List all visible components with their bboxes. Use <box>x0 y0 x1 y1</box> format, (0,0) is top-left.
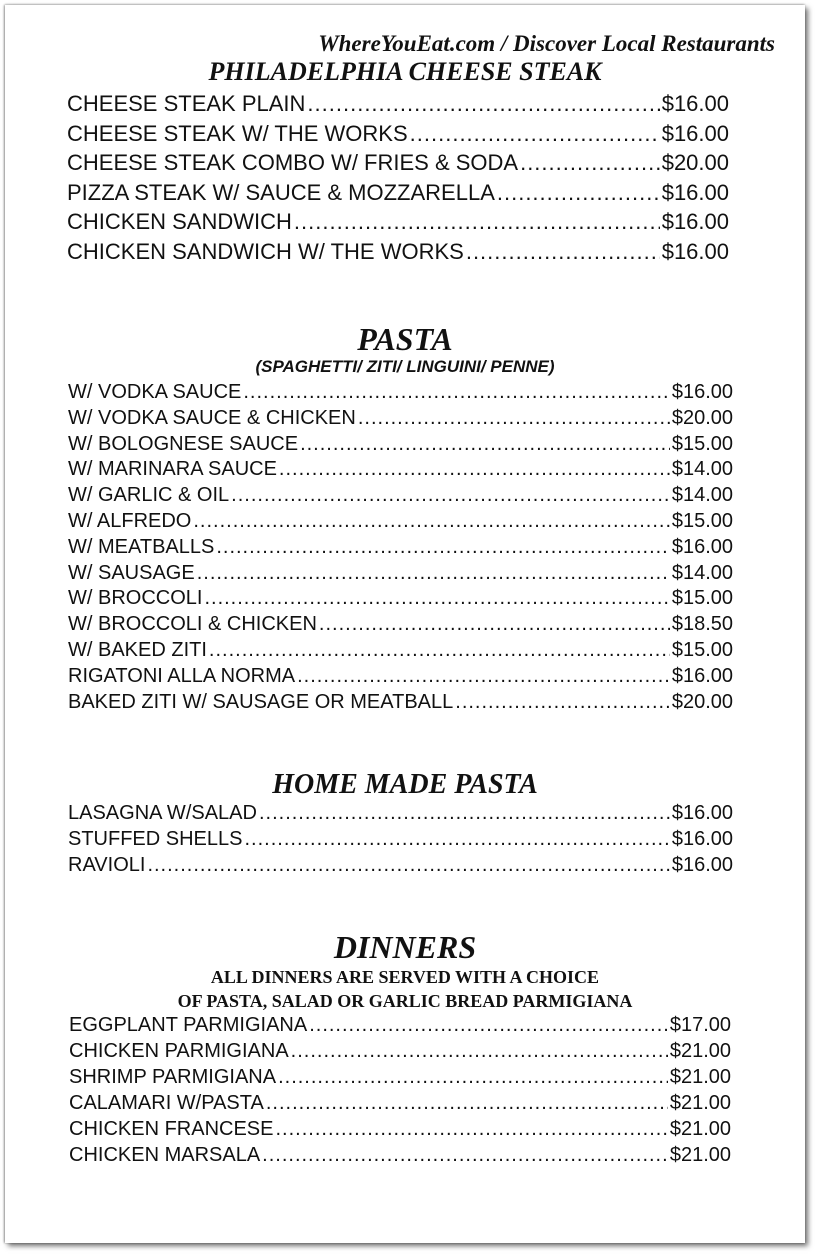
item-price: $16.00 <box>671 381 733 403</box>
item-name: CHEESE STEAK COMBO W/ FRIES & SODA <box>67 150 519 176</box>
dot-leader <box>466 237 660 267</box>
menu-item <box>67 89 729 119</box>
item-price: $14.00 <box>671 484 733 507</box>
item-name: PIZZA STEAK W/ SAUCE & MOZZARELLA <box>67 179 495 205</box>
item-price: $16.00 <box>661 120 729 146</box>
item-price: $16.00 <box>671 853 733 876</box>
dot-leader <box>520 148 660 178</box>
item-price: $15.00 <box>671 587 733 610</box>
item-price: $16.00 <box>661 209 729 235</box>
item-price: $20.00 <box>671 406 733 429</box>
menu-item <box>67 148 729 178</box>
item-name: CHEESE STEAK PLAIN <box>67 91 306 116</box>
dot-leader <box>278 1064 668 1090</box>
dot-leader <box>209 638 670 664</box>
pasta-subtitle: (SPAGHETTI/ ZITI/ LINGUINI/ PENNE) <box>255 357 555 376</box>
site-watermark: WhereYouEat.com / Discover Local Restaurants <box>318 31 775 56</box>
menu-item <box>69 1064 731 1090</box>
section-title-cheese-steak: PHILADELPHIA CHEESE STEAK <box>208 57 602 86</box>
item-price: $16.00 <box>661 91 729 116</box>
item-name: W/ BOLOGNESE SAUCE <box>68 432 299 455</box>
dot-leader <box>259 801 670 827</box>
item-name: BAKED ZITI W/ SAUSAGE OR MEATBALL <box>68 690 454 713</box>
item-name: W/ SAUSAGE <box>68 561 195 584</box>
item-name: W/ ALFREDO <box>68 509 192 532</box>
home-made-pasta-list <box>68 801 733 878</box>
dot-leader <box>319 612 670 638</box>
menu-item <box>68 535 733 561</box>
menu-item <box>69 1012 731 1038</box>
item-price: $14.00 <box>671 561 733 584</box>
dot-leader <box>497 178 660 208</box>
menu-item <box>68 664 733 690</box>
dot-leader <box>262 1142 668 1168</box>
dot-leader <box>307 89 659 119</box>
dot-leader <box>216 535 670 561</box>
item-name: CHICKEN MARSALA <box>69 1144 261 1166</box>
menu-item <box>67 178 729 208</box>
menu-item <box>67 207 729 237</box>
item-name: W/ MEATBALLS <box>68 535 215 558</box>
menu-item <box>68 638 733 664</box>
item-price: $20.00 <box>661 150 729 176</box>
dot-leader <box>358 406 670 432</box>
menu-item <box>68 612 733 638</box>
dot-leader <box>147 853 669 879</box>
menu-item <box>67 237 729 267</box>
menu-page <box>5 5 805 1243</box>
item-name: W/ MARINARA SAUCE <box>68 458 277 481</box>
item-price: $17.00 <box>669 1014 731 1036</box>
item-name: W/ BROCCOLI & CHICKEN <box>68 613 317 636</box>
item-name: CHEESE STEAK W/ THE WORKS <box>67 120 408 146</box>
item-name: EGGPLANT PARMIGIANA <box>69 1014 308 1036</box>
dot-leader <box>294 207 660 237</box>
dot-leader <box>204 586 669 612</box>
dot-leader <box>266 1090 668 1116</box>
item-name: LASAGNA W/SALAD <box>68 802 257 824</box>
menu-item <box>68 406 733 432</box>
item-name: RAVIOLI <box>68 853 146 876</box>
cheese-steak-list <box>67 89 729 267</box>
dot-leader <box>410 119 660 149</box>
item-name: RIGATONI ALLA NORMA <box>68 664 296 687</box>
item-price: $20.00 <box>671 690 733 713</box>
menu-item <box>69 1090 731 1116</box>
pasta-list <box>68 380 733 715</box>
item-price: $16.00 <box>671 827 733 850</box>
item-name: CHICKEN PARMIGIANA <box>69 1040 289 1062</box>
item-name: W/ BROCCOLI <box>68 587 203 610</box>
menu-item <box>69 1142 731 1168</box>
menu-item <box>69 1116 731 1142</box>
menu-item <box>68 690 733 716</box>
dinners-list <box>69 1012 731 1168</box>
dot-leader <box>297 664 670 690</box>
dot-leader <box>197 561 670 587</box>
item-price: $16.00 <box>661 179 729 205</box>
menu-item <box>68 853 733 879</box>
item-price: $21.00 <box>669 1040 731 1062</box>
section-title-dinners: DINNERS <box>333 929 477 965</box>
item-name: STUFFED SHELLS <box>68 827 243 850</box>
item-price: $21.00 <box>669 1144 731 1166</box>
section-title-pasta: PASTA <box>357 321 453 357</box>
item-name: W/ VODKA SAUCE <box>68 381 242 403</box>
menu-item <box>68 483 733 509</box>
menu-item <box>68 457 733 483</box>
dot-leader <box>243 380 669 406</box>
item-price: $21.00 <box>669 1092 731 1114</box>
menu-item <box>68 509 733 535</box>
menu-item <box>68 432 733 458</box>
dot-leader <box>279 457 670 483</box>
item-name: CALAMARI W/PASTA <box>69 1092 264 1114</box>
dinners-note-line1: ALL DINNERS ARE SERVED WITH A CHOICE <box>210 967 600 987</box>
dot-leader <box>231 483 670 509</box>
dot-leader <box>300 432 670 458</box>
dot-leader <box>244 827 669 853</box>
item-name: W/ BAKED ZITI <box>68 638 207 661</box>
dot-leader <box>309 1012 668 1038</box>
item-name: CHICKEN SANDWICH W/ THE WORKS <box>67 238 464 264</box>
item-price: $18.50 <box>671 613 733 636</box>
section-title-home-made-pasta: HOME MADE PASTA <box>272 769 538 800</box>
item-price: $16.00 <box>661 238 729 264</box>
item-price: $16.00 <box>671 664 733 687</box>
item-price: $21.00 <box>669 1066 731 1088</box>
dinners-note-line2: OF PASTA, SALAD OR GARLIC BREAD PARMIGIANA <box>177 991 633 1011</box>
item-price: $15.00 <box>671 432 733 455</box>
item-name: W/ VODKA SAUCE & CHICKEN <box>68 406 356 429</box>
item-name: W/ GARLIC & OIL <box>68 484 230 507</box>
menu-item <box>68 827 733 853</box>
menu-item <box>67 119 729 149</box>
item-name: CHICKEN SANDWICH <box>67 209 292 235</box>
item-price: $21.00 <box>669 1118 731 1140</box>
item-name: SHRIMP PARMIGIANA <box>69 1066 277 1088</box>
menu-item <box>68 801 733 827</box>
menu-item <box>68 586 733 612</box>
item-price: $15.00 <box>671 509 733 532</box>
item-name: CHICKEN FRANCESE <box>69 1118 274 1140</box>
menu-item <box>68 561 733 587</box>
item-price: $14.00 <box>671 458 733 481</box>
dot-leader <box>193 509 669 535</box>
dot-leader <box>455 690 670 716</box>
item-price: $16.00 <box>671 802 733 824</box>
dot-leader <box>275 1116 667 1142</box>
menu-item <box>68 380 733 406</box>
menu-item <box>69 1038 731 1064</box>
item-price: $16.00 <box>671 535 733 558</box>
dot-leader <box>291 1038 668 1064</box>
item-price: $15.00 <box>671 638 733 661</box>
